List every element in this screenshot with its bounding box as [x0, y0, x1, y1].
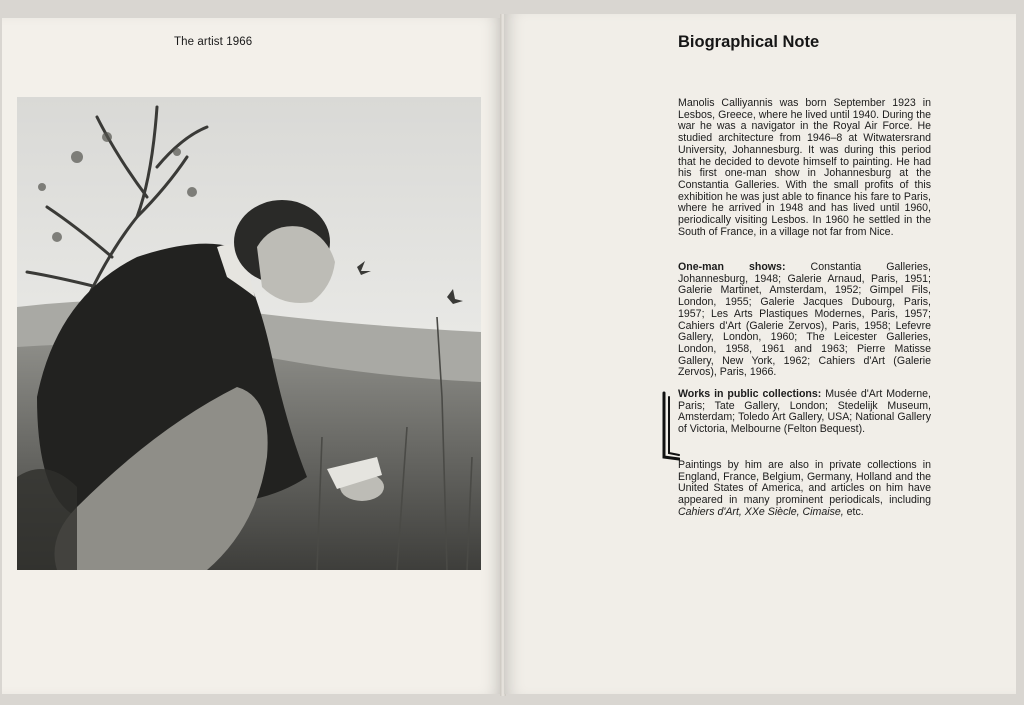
page-title: Biographical Note [678, 33, 820, 51]
public-collections-text: Musée d'Art Moderne, Paris; Tate Gallery, London; Stedelijk Museum, Amsterdam; Toledo Art Gallery, USA; National Gallery of Victoria, Melbourne (Felton Bequest). [678, 388, 931, 436]
private-collections-text: Paintings by him are also in private collections in England, France, Belgium, Germany, Holland and the United States of America, and articles on him have appeared in many prominent periodicals, including [678, 459, 931, 507]
private-collections-paragraph [678, 460, 931, 519]
periodicals-list: Cahiers d'Art, XXe Siècle, Cimaise, [678, 505, 844, 518]
public-collections-paragraph [678, 389, 931, 436]
handwritten-bracket-icon [658, 389, 680, 463]
one-man-shows-text: Constantia Galleries, Johannesburg, 1948; Galerie Arnaud, Paris, 1951; Galerie Martinet, Amsterdam, 1952; Gimpel Fils, London, 1955; Galerie Jacques Dubourg, Paris, 1957; Les Arts Plastiques Modernes, Paris, 1957; Cahiers d'Art (Galerie Zervos), Paris, 1958; Lefevre Gallery, London, 1960; The Leicester Galleries, London, 1958, 1961 and 1963; Pierre Matisse Gallery, New York, 1962; Cahiers d'Art (Galerie Zervos), Paris, 1966. [678, 261, 932, 379]
artist-photo-icon [17, 97, 481, 570]
photo-caption: The artist 1966 [174, 36, 253, 48]
biography-paragraph: Manolis Calliyannis was born September 1923 in Lesbos, Greece, where he lived until 1940. During the war he was a navigator in the Royal Air Force. He studied architecture from 1946–8 at Witwatersrand University, Johannesburg. It was during this period that he decided to devote himself to painting. He had his first one-man show in Johannesburg at the Constantia Galleries. With the small profits of this exhibition he was just able to finance his fare to Paris, where he arrived in 1948 and has lived until 1960, periodically visiting Lesbos. In 1960 he settled in the South of France, in a village not far from Nice. [678, 97, 931, 238]
one-man-shows-paragraph [678, 262, 931, 379]
artist-photo [17, 97, 481, 570]
public-collections-heading: Works in public collections: [678, 388, 822, 400]
private-collections-ending: etc. [843, 505, 864, 518]
one-man-shows-heading: One-man shows: [678, 261, 786, 273]
